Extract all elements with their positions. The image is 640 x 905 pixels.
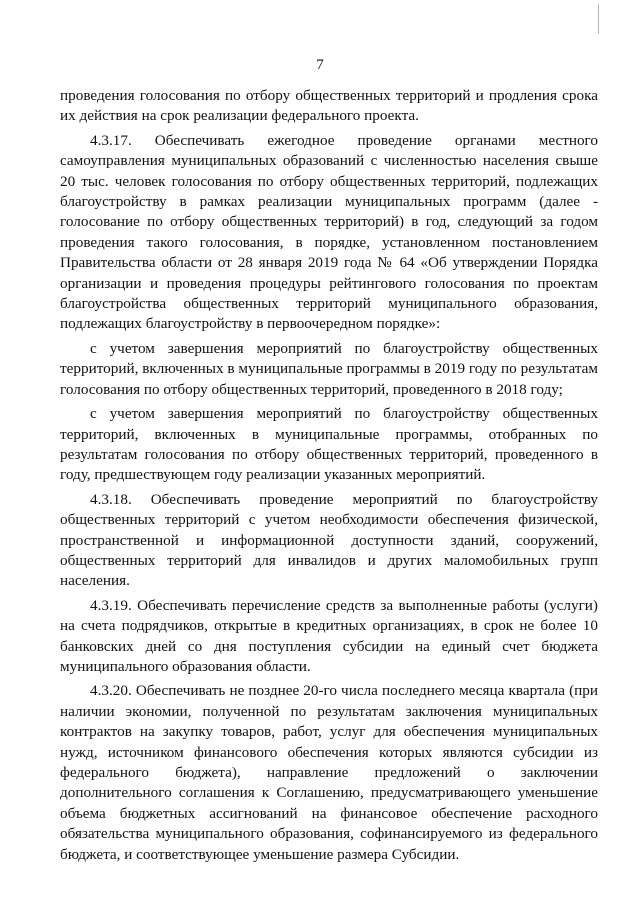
paragraph-4-3-19: 4.3.19. Обеспечивать перечисление средств за выполненные работы (услуги) на счета подрядчиков, открытые в кредитных организациях, в срок не более 10 банковских дней со дня поступления субсидии на единый счет бюджета муниципального образования области. [60,596,598,675]
paragraph-4-3-20: 4.3.20. Обеспечивать не позднее 20-го числа последнего месяца квартала (при наличии экономии, полученной по результатам заключения муниципальных контрактов на закупку товаров, работ, услуг для обеспечения муниципальных нужд, источником финансового обеспечения которых являются субсидии из федерального бюджета), направление предложений о заключении дополнительного соглашения к Соглашению, предусматривающего уменьшение объема бюджетных ассигнований на финансовое обеспечение расходного обязательства муниципального образования, софинансируемого из федерального бюджета, и соответствующее уменьшение размера Субсидии. [60,682,598,863]
scan-edge-mark [598,4,599,34]
paragraph-4-3-18: 4.3.18. Обеспечивать проведение мероприятий по благоустройству общественных территорий с учетом необходимости обеспечения физической, пространственной и информационной доступности зданий, сооружений, общественных территорий для инвалидов и других маломобильных групп населения. [60,490,598,590]
paragraph-continuation: проведения голосования по отбору общественных территорий и продления срока их действия на срок реализации федерального проекта. [60,87,598,125]
paragraph-condition-previous-year: с учетом завершения мероприятий по благоустройству общественных территорий, включенных в муниципальные программы, отобранных по результатам голосования по отбору общественных территорий, проведенного в году, предшествующем году реализации указанных мероприятий. [60,405,598,484]
paragraph-condition-2019: с учетом завершения мероприятий по благоустройству общественных территорий, включенных в муниципальные программы в 2019 году по результатам голосования по отбору общественных территорий, проведенного в 2018 году; [60,339,598,398]
page-number: 7 [316,57,324,73]
paragraph-4-3-17: 4.3.17. Обеспечивать ежегодное проведение органами местного самоуправления муниципальных образований с численностью населения свыше 20 тыс. человек голосования по отбору общественных территорий, подлежащих благоустройству в рамках реализации муниципальных программ (далее - голосование по отбору общественных территорий) в год, следующий за годом проведения такого голосования, в порядке, установленном постановлением Правительства области от 28 января 2019 года № 64 «Об утверждении Порядка организации и проведения процедуры рейтингового голосования по проектам благоустройства общественных территорий муниципального образования, подлежащих благоустройству в первоочередном порядке»: [60,131,598,333]
document-body [60,86,598,869]
